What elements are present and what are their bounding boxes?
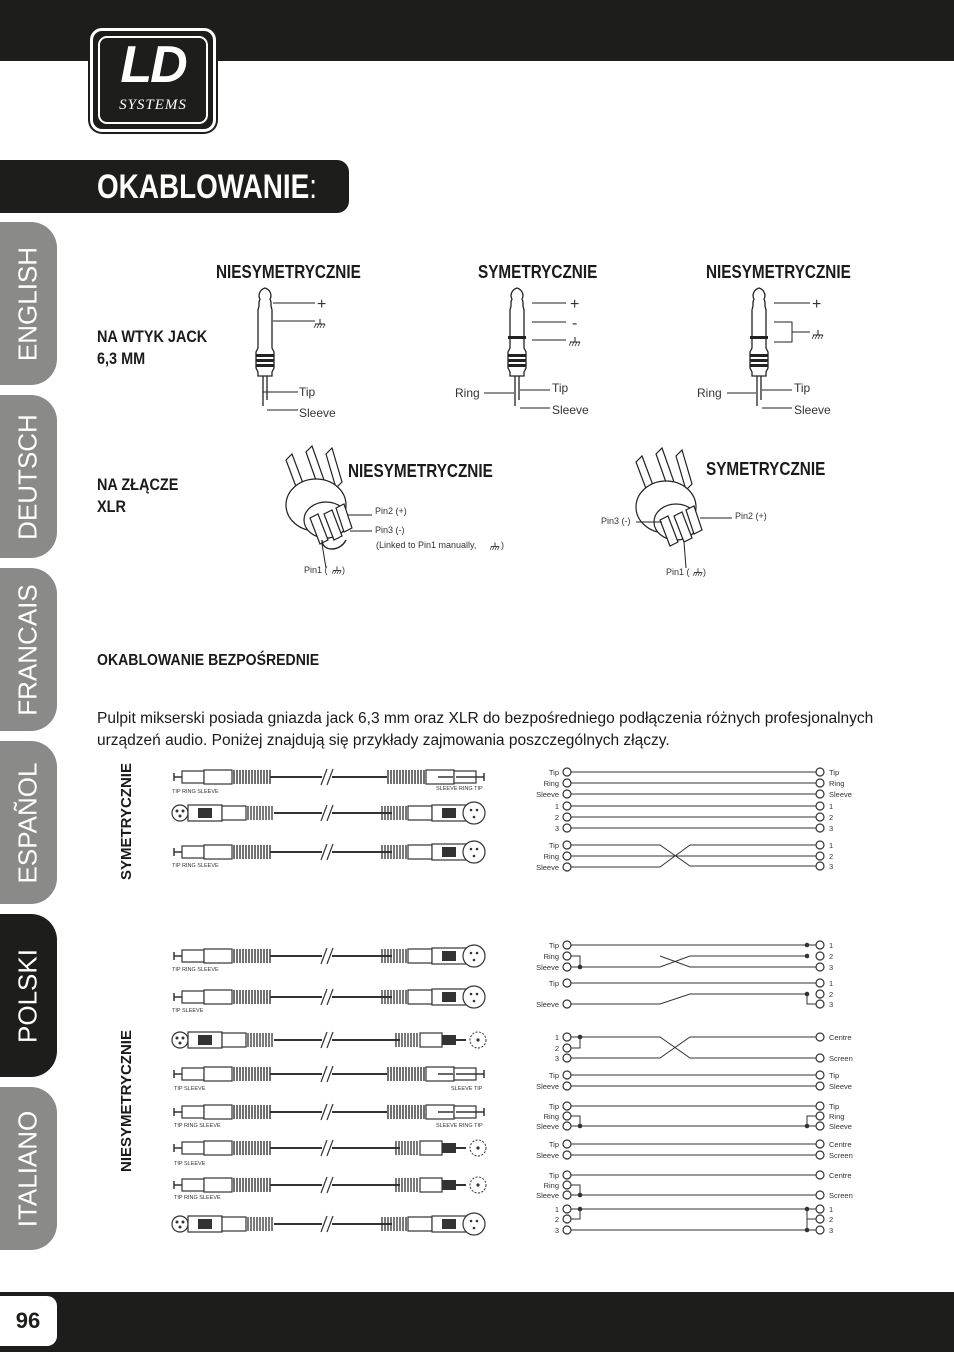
w3-l-ring: Ring [543, 852, 559, 861]
cable7-left-label: TIP SLEEVE [174, 1086, 206, 1092]
xlr1-pin2-label: Pin2 (+) [375, 506, 407, 516]
jack2-ring-label: Ring [455, 386, 480, 400]
jack3-sleeve-label: Sleeve [794, 403, 831, 417]
logo-text: LD [120, 36, 186, 94]
w11-r-3: 3 [829, 1226, 834, 1235]
jack1-tip-label: Tip [299, 385, 316, 399]
jack2-minus: - [572, 315, 578, 332]
cable1-right-label: SLEEVE RING TIP [436, 786, 483, 792]
w7-l-tip: Tip [548, 1071, 559, 1080]
w1-l-sleeve: Sleeve [536, 790, 559, 799]
xlr1-linked-end: ) [501, 540, 504, 550]
jack2-plus: + [570, 296, 580, 313]
w8-l-ring: Ring [543, 1112, 559, 1121]
page-title: OKABLOWANIE: [97, 168, 317, 206]
tab-espanol[interactable]: ESPAÑOL [0, 741, 57, 904]
jack3-ring-label: Ring [697, 386, 722, 400]
w1-l-tip: Tip [548, 768, 559, 777]
w10-l-sleeve: Sleeve [536, 1191, 559, 1200]
jack-unbalanced-heading: NIESYMETRYCZNIE [216, 262, 361, 282]
jack-row-label: NA WTYK JACK 6,3 MM [97, 327, 208, 368]
w4-l-tip: Tip [548, 941, 559, 950]
balanced-group-label: SYMETRYCZNIE [118, 763, 135, 880]
w9-r-centre: Centre [829, 1140, 852, 1149]
w7-r-sleeve: Sleeve [829, 1082, 852, 1091]
w3-l-tip: Tip [548, 841, 559, 850]
w3-r-2: 2 [829, 852, 834, 861]
jack3-tip-label: Tip [794, 381, 811, 395]
w11-l-1: 1 [554, 1205, 559, 1214]
w1-l-ring: Ring [543, 779, 559, 788]
w8-r-sleeve: Sleeve [829, 1122, 852, 1131]
xlr-balanced-heading: SYMETRYCZNIE [706, 459, 826, 479]
w3-r-1: 1 [829, 841, 834, 850]
w4-l-ring: Ring [543, 952, 559, 961]
w6-r-centre: Centre [829, 1033, 852, 1042]
w8-r-tip: Tip [829, 1102, 840, 1111]
xlr1-pin3-label: Pin3 (-) [375, 525, 405, 535]
w4-r-3: 3 [829, 963, 834, 972]
w5-r-2: 2 [829, 990, 834, 999]
w3-r-3: 3 [829, 862, 834, 871]
jack2-sleeve-label: Sleeve [552, 403, 589, 417]
w5-r-3: 3 [829, 1000, 834, 1009]
w10-l-ring: Ring [543, 1181, 559, 1190]
w11-r-2: 2 [829, 1215, 834, 1224]
w2-r-1: 1 [829, 802, 834, 811]
w3-l-sleeve: Sleeve [536, 863, 559, 872]
tab-francais[interactable]: FRANCAIS [0, 568, 57, 731]
xlr1-pin1-label: Pin1 ( [304, 565, 328, 575]
cable8-left-label: TIP RING SLEEVE [174, 1123, 221, 1129]
xlr2-pin2-label: Pin2 (+) [735, 511, 767, 521]
cable8-right-label: SLEEVE RING TIP [436, 1123, 483, 1129]
page-number: 96 [15, 1308, 41, 1333]
tab-italiano[interactable]: ITALIANO [0, 1087, 57, 1250]
w8-r-ring: Ring [829, 1112, 845, 1121]
jack-unbalanced-heading-2: NIESYMETRYCZNIE [706, 262, 851, 282]
xlr2-pin1-end: ) [703, 567, 706, 577]
w2-l-2: 2 [554, 813, 559, 822]
w4-r-1: 1 [829, 941, 834, 950]
w5-l-tip: Tip [548, 979, 559, 988]
w11-l-3: 3 [554, 1226, 559, 1235]
w6-l-3: 3 [554, 1054, 559, 1063]
w1-r-ring: Ring [829, 779, 845, 788]
cable4-left-label: TIP RING SLEEVE [172, 967, 219, 973]
bottom-bar [0, 1292, 954, 1352]
cable5-left-label: TIP SLEEVE [172, 1008, 204, 1014]
page-number-box [0, 1296, 57, 1346]
xlr2-pin3-label: Pin3 (-) [601, 516, 631, 526]
cable3-left-label: TIP RING SLEEVE [172, 863, 219, 869]
w6-r-screen: Screen [829, 1054, 853, 1063]
logo-subtext: SYSTEMS [119, 97, 187, 113]
jack3-plus: + [812, 296, 822, 313]
cable1-left-label: TIP RING SLEEVE [172, 789, 219, 795]
cable7-right-label: SLEEVE TIP [451, 1086, 483, 1092]
w1-r-sleeve: Sleeve [829, 790, 852, 799]
w7-r-tip: Tip [829, 1071, 840, 1080]
cable9-left-label: TIP SLEEVE [174, 1161, 206, 1167]
w5-l-sleeve: Sleeve [536, 1000, 559, 1009]
xlr1-pin1-end: ) [342, 565, 345, 575]
w11-r-1: 1 [829, 1205, 834, 1214]
w4-r-2: 2 [829, 952, 834, 961]
w11-l-2: 2 [554, 1215, 559, 1224]
w10-r-centre: Centre [829, 1171, 852, 1180]
unbalanced-group-label: NIESYMETRYCZNIE [118, 1030, 135, 1172]
w2-r-3: 3 [829, 824, 834, 833]
w2-l-1: 1 [554, 802, 559, 811]
w6-l-2: 2 [554, 1044, 559, 1053]
jack-balanced-heading: SYMETRYCZNIE [478, 262, 598, 282]
jack1-plus: + [317, 296, 327, 313]
jack1-sleeve-label: Sleeve [299, 406, 336, 420]
w9-r-screen: Screen [829, 1151, 853, 1160]
direct-wiring-title: OKABLOWANIE BEZPOŚREDNIE [97, 652, 320, 669]
jack2-tip-label: Tip [552, 381, 569, 395]
direct-wiring-paragraph: Pulpit mikserski posiada gniazda jack 6,3 mm oraz XLR do bezpośredniego podłączenia różnych profesjonalnych urządzeń audio. Poniżej znajdują się przykłady zajmowania poszczególnych złączy. [97, 710, 874, 749]
tab-polski[interactable]: POLSKI [0, 914, 57, 1077]
w4-l-sleeve: Sleeve [536, 963, 559, 972]
xlr-unbalanced-heading: NIESYMETRYCZNIE [348, 461, 493, 481]
w8-l-tip: Tip [548, 1102, 559, 1111]
w2-r-2: 2 [829, 813, 834, 822]
w10-r-screen: Screen [829, 1191, 853, 1200]
w2-l-3: 3 [554, 824, 559, 833]
xlr-row-label: NA ZŁĄCZE XLR [97, 475, 179, 516]
w7-l-sleeve: Sleeve [536, 1082, 559, 1091]
xlr1-linked-note: (Linked to Pin1 manually, [376, 540, 477, 550]
w5-r-1: 1 [829, 979, 834, 988]
xlr2-pin1-label: Pin1 ( [666, 567, 690, 577]
cable10-left-label: TIP RING SLEEVE [174, 1195, 221, 1201]
w9-l-sleeve: Sleeve [536, 1151, 559, 1160]
w10-l-tip: Tip [548, 1171, 559, 1180]
w6-l-1: 1 [554, 1033, 559, 1042]
w1-r-tip: Tip [829, 768, 840, 777]
tab-deutsch[interactable]: DEUTSCH [0, 395, 57, 558]
w8-l-sleeve: Sleeve [536, 1122, 559, 1131]
w9-l-tip: Tip [548, 1140, 559, 1149]
tab-english[interactable]: ENGLISH [0, 222, 57, 385]
